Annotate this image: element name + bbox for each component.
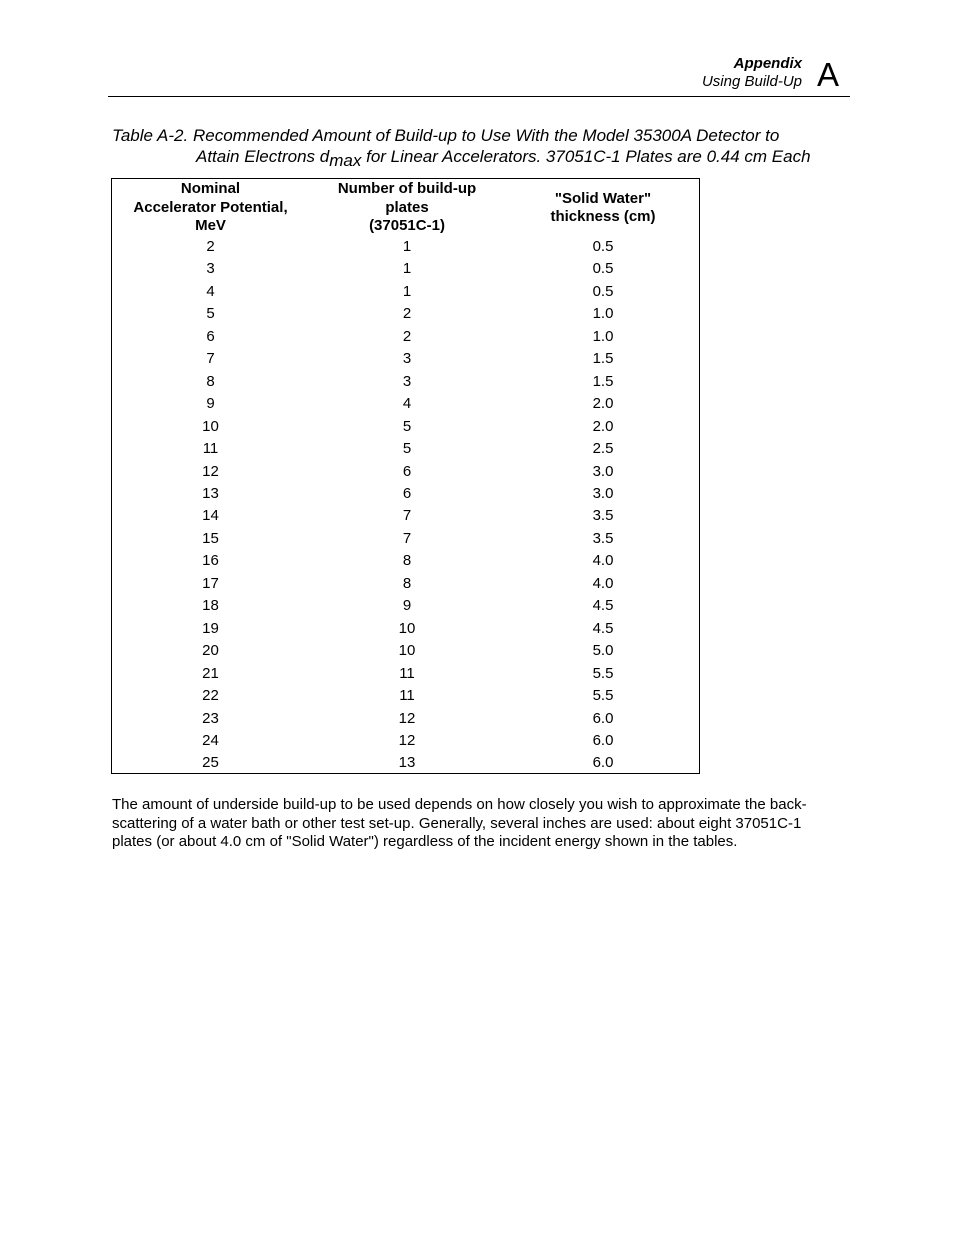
cell-thickness: 2.0	[592, 395, 614, 413]
cell-thickness: 1.0	[592, 327, 614, 345]
header-line: plates	[385, 198, 429, 216]
cell-accelerator-potential: 8	[206, 372, 215, 390]
table-row	[112, 528, 701, 550]
cell-thickness: 6.0	[592, 731, 614, 749]
cell-thickness: 5.5	[592, 687, 614, 705]
cell-thickness: 3.0	[592, 462, 614, 480]
cell-plate-count: 1	[402, 238, 412, 255]
cell-plate-count: 5	[402, 417, 412, 435]
explanatory-paragraph	[112, 796, 852, 852]
cell-plate-count: 8	[402, 552, 412, 570]
header-line: (37051C-1)	[369, 217, 445, 235]
cell-plate-count: 6	[402, 462, 412, 480]
header-line: "Solid Water"	[554, 189, 652, 207]
paragraph-line: plates (or about 4.0 cm of "Solid Water") regardless of the incident energy shown in the tables.	[112, 833, 738, 850]
header-rule	[108, 96, 850, 97]
header-line: thickness (cm)	[550, 208, 656, 225]
table-row	[112, 348, 701, 370]
cell-plate-count: 7	[402, 529, 412, 547]
cell-accelerator-potential: 19	[202, 619, 219, 637]
table-row	[112, 573, 701, 595]
cell-accelerator-potential: 6	[206, 327, 215, 345]
cell-thickness: 2.5	[592, 440, 614, 458]
buildup-table	[112, 180, 701, 775]
cell-plate-count: 3	[402, 350, 412, 368]
header-line: Number of build-up	[337, 180, 477, 198]
table-row	[112, 663, 701, 685]
cell-plate-count: 13	[398, 754, 416, 772]
buildup-table-frame	[111, 178, 700, 774]
header-solid-water-thickness	[505, 180, 701, 236]
caption-line-2	[112, 146, 852, 170]
table-row	[112, 550, 701, 572]
caption-line-2-end: for Linear Accelerators. 37051C-1 Plates are 0.44 cm Each	[361, 147, 811, 166]
cell-accelerator-potential: 15	[202, 529, 219, 547]
table-row	[112, 281, 701, 303]
cell-thickness: 6.0	[592, 709, 614, 727]
cell-plate-count: 10	[398, 619, 416, 637]
cell-accelerator-potential: 2	[206, 238, 215, 255]
table-header-row	[112, 180, 701, 236]
cell-accelerator-potential: 21	[202, 664, 219, 682]
cell-plate-count: 3	[402, 372, 412, 390]
cell-thickness: 4.5	[592, 597, 614, 615]
cell-thickness: 1.5	[592, 372, 614, 390]
cell-plate-count: 1	[402, 260, 412, 278]
table-row	[112, 438, 701, 460]
cell-thickness: 6.0	[592, 754, 614, 772]
cell-thickness: 4.0	[592, 574, 614, 592]
table-row	[112, 393, 701, 415]
running-header	[702, 55, 802, 91]
cell-accelerator-potential: 4	[206, 282, 215, 300]
table-body	[112, 236, 701, 775]
cell-plate-count: 6	[402, 484, 412, 502]
table-row	[112, 371, 701, 393]
cell-accelerator-potential: 24	[202, 731, 219, 749]
table-row	[112, 326, 701, 348]
cell-plate-count: 12	[398, 709, 416, 727]
cell-thickness: 0.5	[592, 282, 614, 300]
table-row	[112, 416, 701, 438]
cell-thickness: 5.5	[592, 664, 614, 682]
header-line: Nominal	[180, 180, 241, 198]
cell-accelerator-potential: 16	[202, 552, 219, 570]
header-line: Accelerator Potential,	[133, 198, 288, 216]
header-subsection-title: Using Build-Up	[701, 73, 802, 90]
table-row	[112, 640, 701, 662]
table-row	[112, 461, 701, 483]
cell-thickness: 1.5	[592, 350, 614, 368]
table-row	[112, 752, 701, 774]
cell-thickness: 5.0	[592, 642, 614, 660]
table-row	[112, 618, 701, 640]
cell-accelerator-potential: 20	[202, 642, 219, 660]
cell-thickness: 0.5	[592, 260, 614, 278]
table-row	[112, 730, 701, 752]
table-row	[112, 708, 701, 730]
header-buildup-plates	[309, 180, 505, 236]
cell-accelerator-potential: 22	[202, 687, 219, 705]
cell-accelerator-potential: 23	[202, 709, 219, 727]
cell-thickness: 2.0	[592, 417, 614, 435]
table-row	[112, 595, 701, 617]
cell-accelerator-potential: 11	[202, 440, 219, 458]
cell-accelerator-potential: 10	[202, 417, 219, 435]
table-row	[112, 685, 701, 707]
cell-accelerator-potential: 14	[202, 507, 219, 525]
cell-plate-count: 8	[402, 574, 412, 592]
cell-thickness: 4.0	[592, 552, 614, 570]
cell-thickness: 4.5	[592, 619, 614, 637]
cell-accelerator-potential: 7	[206, 350, 215, 368]
cell-thickness: 1.0	[592, 305, 614, 323]
paragraph-line: The amount of underside build-up to be used depends on how closely you wish to approximate the back-	[112, 796, 807, 813]
cell-thickness: 3.0	[592, 484, 614, 502]
header-section-title: Appendix	[733, 55, 802, 72]
cell-accelerator-potential: 5	[206, 305, 215, 323]
cell-plate-count: 2	[402, 327, 412, 345]
cell-accelerator-potential: 18	[202, 597, 219, 615]
cell-plate-count: 11	[399, 664, 415, 682]
cell-plate-count: 4	[402, 395, 412, 413]
table-row	[112, 236, 701, 258]
caption-subscript: max	[329, 151, 362, 170]
header-line: MeV	[195, 217, 226, 235]
cell-thickness: 3.5	[592, 507, 614, 525]
cell-plate-count: 12	[398, 731, 416, 749]
cell-plate-count: 2	[402, 305, 412, 323]
cell-plate-count: 7	[402, 507, 412, 525]
cell-accelerator-potential: 17	[202, 574, 219, 592]
table-caption	[112, 125, 852, 170]
paragraph-line: scattering of a water bath or other test set-up. Generally, several inches are used: about eight 37051C-1	[112, 814, 802, 832]
table-row	[112, 505, 701, 527]
table-row	[112, 258, 701, 280]
appendix-letter: A	[817, 56, 840, 93]
cell-thickness: 0.5	[592, 238, 614, 255]
cell-plate-count: 10	[398, 642, 416, 660]
caption-line-2-start: Attain Electrons d	[196, 147, 330, 166]
cell-accelerator-potential: 12	[202, 462, 219, 480]
cell-accelerator-potential: 3	[206, 260, 215, 278]
cell-plate-count: 1	[402, 282, 412, 300]
table-row	[112, 303, 701, 325]
cell-plate-count: 9	[402, 597, 412, 615]
caption-line-1: Table A-2. Recommended Amount of Build-up to Use With the Model 35300A Detector to	[112, 126, 780, 145]
table-row	[112, 483, 701, 505]
cell-accelerator-potential: 13	[202, 484, 219, 502]
header-accelerator-potential	[112, 180, 309, 236]
cell-plate-count: 11	[399, 687, 415, 705]
cell-thickness: 3.5	[592, 529, 614, 547]
cell-accelerator-potential: 9	[206, 395, 215, 413]
cell-plate-count: 5	[402, 440, 412, 458]
cell-accelerator-potential: 25	[202, 754, 219, 772]
